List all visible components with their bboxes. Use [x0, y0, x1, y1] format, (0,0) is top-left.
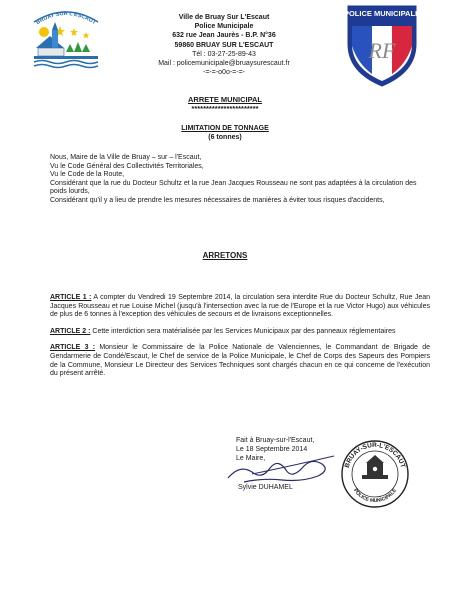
article: [50, 344, 430, 378]
article: [50, 294, 430, 320]
decree-subject-block: [120, 125, 330, 142]
arretons-heading: ARRETONS: [202, 251, 248, 260]
signature-role: Le Maire,: [236, 454, 266, 462]
email-line: Mail : policemunicipale@bruaysurescaut.fr: [158, 60, 290, 68]
signature-date: Le 18 Septembre 2014: [236, 445, 308, 453]
phone-line: Tél : 03-27-25-89-43: [192, 50, 256, 58]
article-text: A compter du Vendredi 19 Septembre 2014, la circulation sera interdite Rue du Docteur Schultz, Rue Jean Jacques Rousseau et rue Louise Michel (jusqu'à l'intersection avec la rue de l'Europe et la rue Victor Hugo) aux véhicules de plus de 6 tonnes à l'exception des véhicules de secours et de livraisons exceptionnelles.: [50, 294, 430, 319]
official-stamp: [340, 439, 410, 509]
decree-subject: LIMITATION DE TONNAGE: [181, 125, 269, 132]
stamp-bottom-text: POLICE MUNICIPALE: [351, 487, 399, 505]
stamp-ring-text: BRUAY-SUR-L'ESCAUT: [343, 441, 407, 469]
address-line: 632 rue Jean Jaurès - B.P. N°36: [172, 32, 276, 40]
articles: [50, 294, 430, 387]
police-badge-text: POLICE MUNICIPALE: [344, 9, 420, 18]
letterhead: [118, 13, 330, 77]
preamble-line: Considérant qu'il y a lieu de prendre les mesures nécessaires de manières à éviter tous risques d'accidents,: [50, 196, 385, 204]
town-name: Ville de Bruay Sur L'Escaut: [178, 14, 270, 21]
signature-place: Fait à Bruay-sur-l'Escaut,: [236, 437, 315, 444]
decree-title-block: [120, 95, 330, 113]
police-badge: [344, 2, 420, 88]
decree-title: ARRETE MUNICIPAL: [187, 95, 263, 104]
article-label: ARTICLE 2 :: [50, 327, 91, 335]
preamble-line: Vu le Code Général des Collectivités Territoriales,: [50, 162, 204, 170]
article-text: Cette interdiction sera matérialisée par les Services Municipaux par des panneaux réglementaires: [92, 327, 396, 335]
service-name: Police Municipale: [194, 23, 254, 31]
town-logo: [30, 6, 102, 72]
decree-subject-detail: (6 tonnes): [208, 133, 242, 141]
rf-monogram: RF: [368, 38, 396, 63]
header-divider: -=-=-o0o-=-=-: [202, 69, 246, 77]
city-line: 59860 BRUAY SUR L'ESCAUT: [174, 41, 274, 49]
preamble: [50, 154, 430, 206]
preamble-line: Considérant que la rue du Docteur Schultz et la rue Jean Jacques Rousseau ne sont pas adaptées à la circulation des poids lourds,: [50, 179, 417, 196]
preamble-line: Vu le Code de la Route,: [50, 171, 125, 179]
preamble-line: Nous, Maire de la Ville de Bruay – sur – l'Escaut,: [50, 154, 202, 161]
article-label: ARTICLE 1 :: [50, 294, 92, 301]
town-logo-text: BRUAY SUR L'ESCAUT: [35, 10, 97, 27]
signer-name: Sylvie DUHAMEL: [238, 484, 293, 491]
decree-stars: ***********************: [191, 104, 259, 113]
article: [50, 328, 430, 337]
article-label: ARTICLE 3 :: [50, 344, 96, 352]
svg-text:BRUAY SUR L'ESCAUT: [35, 11, 97, 26]
article-text: Monsieur le Commissaire de la Police Nationale de Valenciennes, le Commandant de Brigade de Gendarmerie de Condé/Escaut, le Chef de service de la Police Municipale, le Chef de Corps des Sapeurs des Pompiers de la Commune, Monsieur Le Directeur des Services Techniques sont chargés chacun en ce qui concerne de l'exécution du présent arrêté.: [50, 344, 430, 378]
